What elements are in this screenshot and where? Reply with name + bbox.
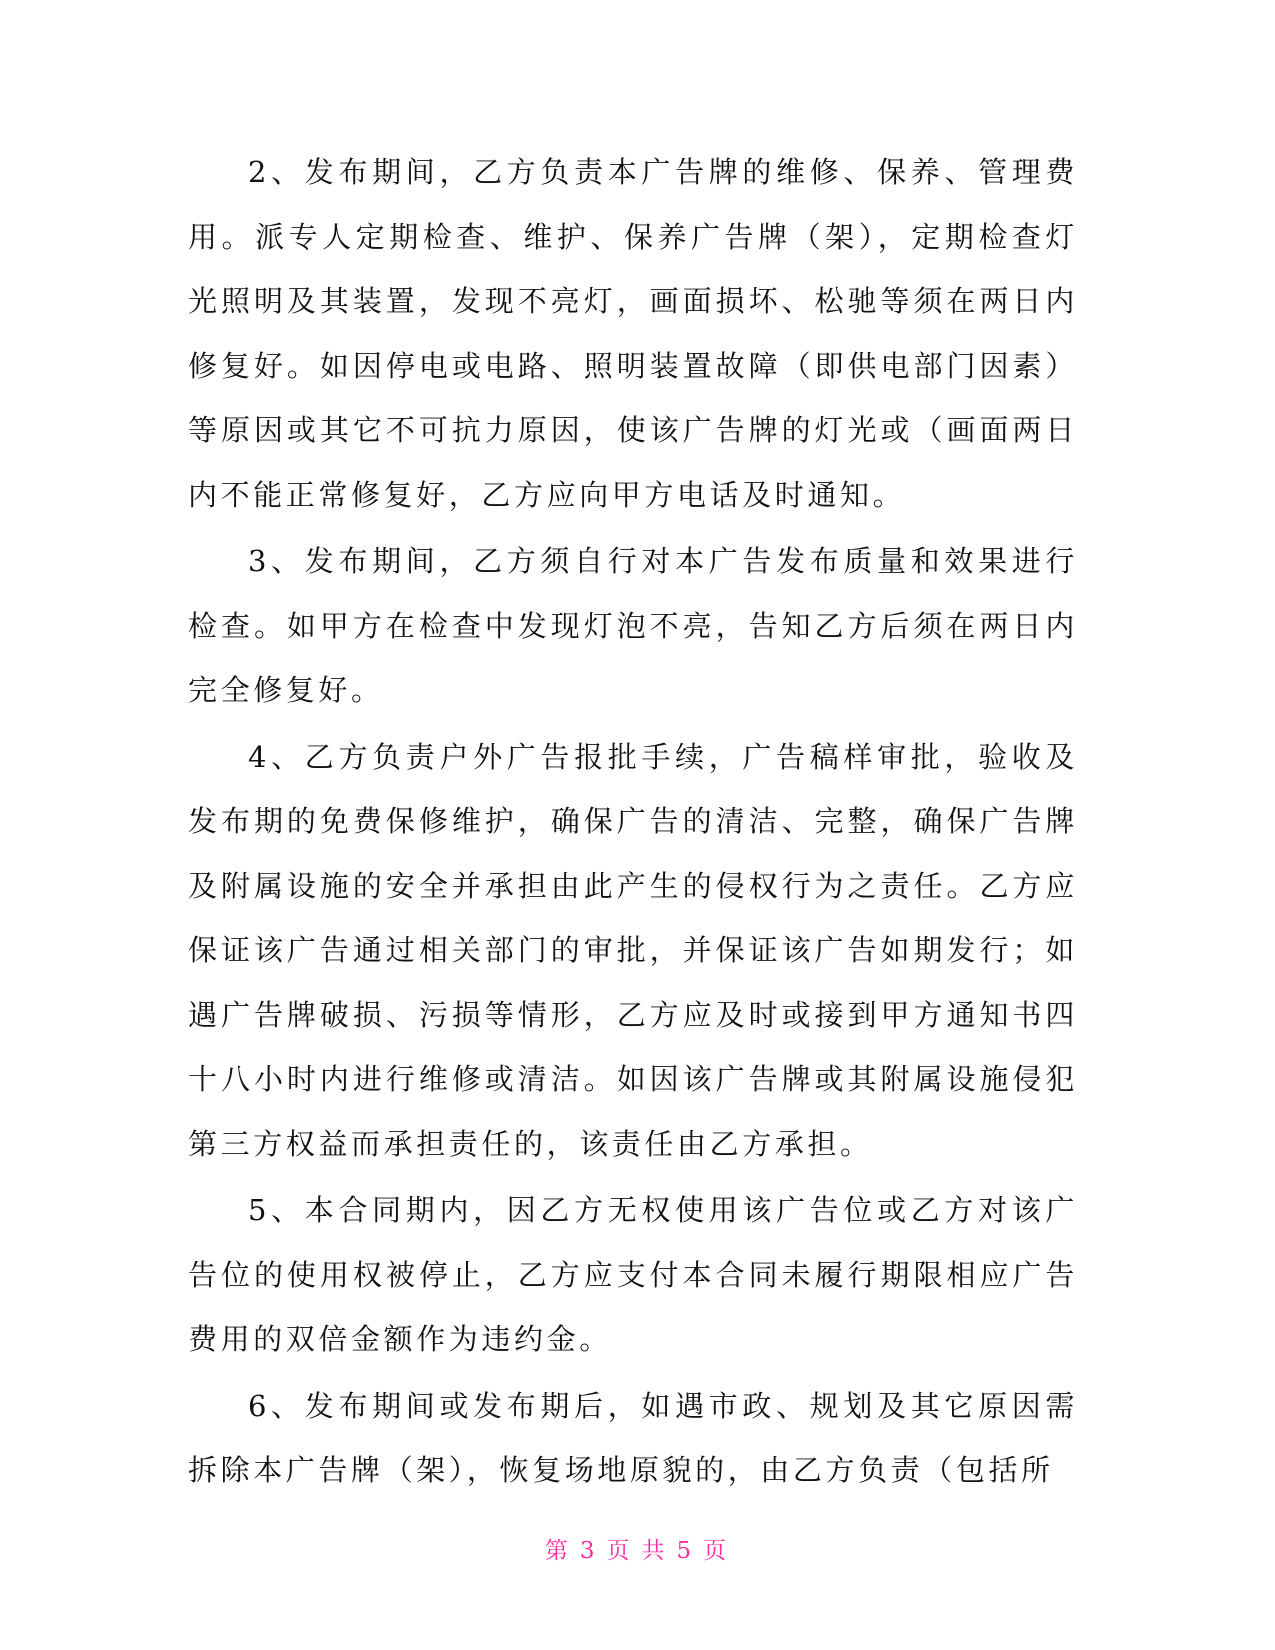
footer-ye: 页 [606,1538,634,1564]
paragraph-6: 6、发布期间或发布期后，如遇市政、规划及其它原因需拆除本广告牌（架），恢复场地原貌的，由乙方负责（包括所 [188,1388,1078,1487]
page-footer [0,1532,1275,1565]
paragraph-3: 3、发布期间，乙方须自行对本广告发布质量和效果进行检查。如甲方在检查中发现灯泡不亮，告知乙方后须在两日内完全修复好。 [188,544,1078,707]
footer-ye2: 页 [703,1538,731,1564]
document-body [188,140,1078,1505]
paragraph-4: 4、乙方负责户外广告报批手续，广告稿样审批，验收及发布期的免费保修维护，确保广告的清洁、完整，确保广告牌及附属设施的安全并承担由此产生的侵权行为之责任。乙方应保证该广告通过相关部门的审批，并保证该广告如期发行；如遇广告牌破损、污损等情形，乙方应及时或接到甲方通知书四十八小时内进行维修或清洁。如因该广告牌或其附属设施侵犯第三方权益而承担责任的，该责任由乙方承担。 [188,739,1078,1161]
footer-page-number: 3 [579,1538,599,1564]
footer-total-pages: 5 [676,1538,696,1564]
paragraph-5: 5、本合同期内，因乙方无权使用该广告位或乙方对该广告位的使用权被停止，乙方应支付本合同未履行期限相应广告费用的双倍金额作为违约金。 [188,1193,1078,1356]
paragraph-2: 2、发布期间，乙方负责本广告牌的维修、保养、管理费用。派专人定期检查、维护、保养广告牌（架），定期检查灯光照明及其装置，发现不亮灯，画面损坏、松驰等须在两日内修复好。如因停电或电路、照明装置故障（即供电部门因素）等原因或其它不可抗力原因，使该广告牌的灯光或（画面两日内不能正常修复好，乙方应向甲方电话及时通知。 [188,155,1078,512]
footer-gong: 共 [641,1538,669,1564]
footer-di: 第 [544,1538,572,1564]
